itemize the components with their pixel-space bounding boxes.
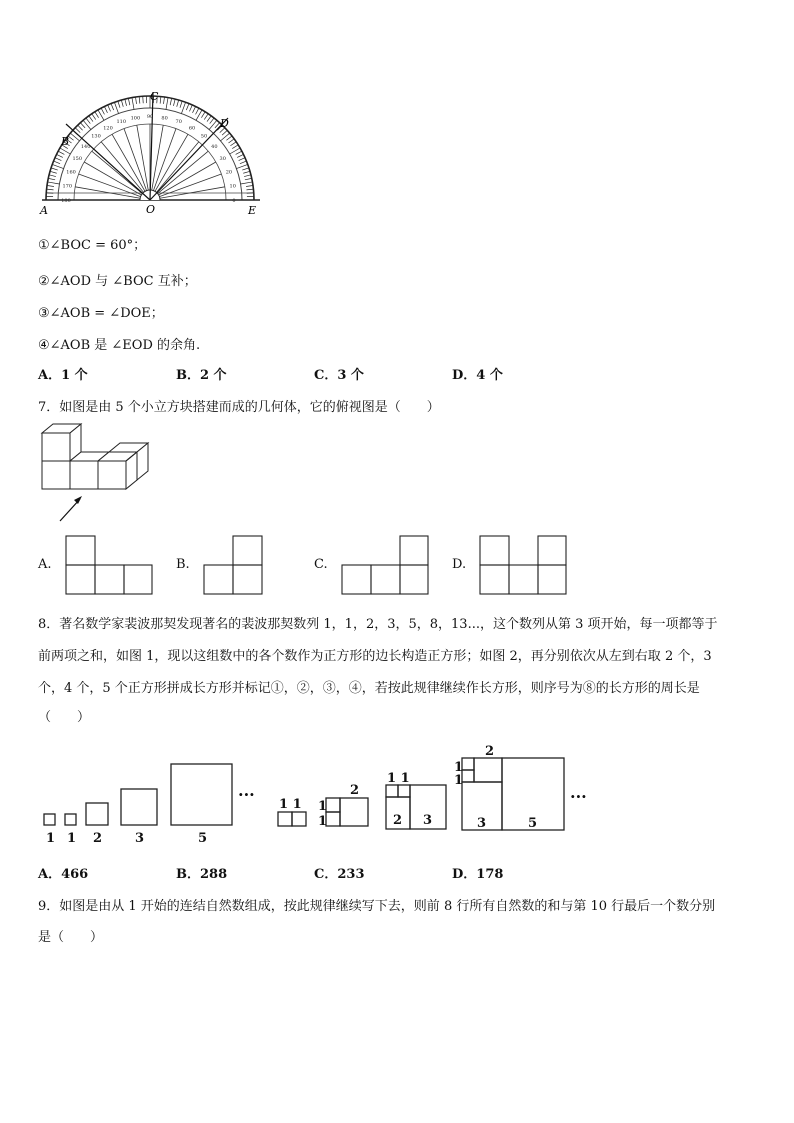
protractor-tick: [139, 97, 140, 104]
fig1-label-5: 5: [198, 831, 208, 846]
q7-option-b-figure: [202, 534, 264, 596]
protractor-tick: [236, 164, 247, 168]
protractor-tick: [239, 158, 245, 161]
fig1-label-3: 2: [93, 831, 103, 846]
protractor-tick: [230, 142, 236, 146]
protractor-tick: [52, 164, 63, 168]
q8-option-a: A．466: [38, 867, 89, 882]
q8-option-d: D．178: [452, 867, 504, 882]
q7-option-a-figure: [64, 534, 154, 596]
protractor-tick: [118, 101, 120, 108]
protractor-scale-label: 60: [188, 125, 196, 132]
protractor-tick: [132, 98, 134, 110]
protractor-tick: [47, 189, 54, 190]
svg-text:1: 1: [454, 760, 464, 775]
q6-option-c: C．3 个: [314, 368, 364, 383]
statement-3: ③∠AOB = ∠DOE；: [38, 306, 164, 321]
label-a: A: [40, 204, 48, 217]
q8-line-4: （ ）: [38, 710, 91, 725]
svg-text:2: 2: [485, 744, 495, 759]
cube-figure: [38, 420, 162, 524]
protractor-tick: [228, 139, 234, 143]
label-d: D: [220, 117, 229, 130]
protractor-scale-label: 130: [91, 133, 101, 140]
svg-text:3: 3: [477, 816, 487, 831]
protractor-tick: [207, 116, 211, 122]
protractor-tick: [243, 171, 250, 173]
protractor-tick: [226, 136, 232, 140]
q8-option-b: B．288: [176, 867, 228, 882]
label-o: O: [146, 203, 156, 216]
protractor-tick: [242, 168, 249, 170]
protractor-scale-label: 150: [72, 156, 83, 162]
protractor-tick: [163, 97, 164, 104]
q9-line-1: 9．如图是由从 1 开始的连结自然数组成，按此规律继续写下去，则前 8 行所有自然数的和与第 10 行最后一个数分别: [38, 899, 716, 914]
q7-option-c-figure: [340, 534, 430, 596]
protractor-figure: [36, 88, 276, 218]
q6-option-a: A．1 个: [38, 368, 88, 383]
protractor-tick: [241, 182, 253, 184]
protractor-scale-label: 80: [161, 115, 168, 122]
protractor-tick: [58, 151, 64, 154]
q9-line-2: 是（ ）: [38, 930, 104, 945]
protractor-tick: [170, 98, 171, 105]
protractor-tick: [49, 175, 56, 177]
protractor-tick: [47, 186, 54, 187]
protractor-tick: [75, 128, 80, 133]
protractor-scale-label: 40: [211, 144, 218, 151]
protractor-tick: [95, 112, 99, 118]
fig1-label-4: 3: [135, 831, 145, 846]
protractor-tick: [80, 123, 85, 128]
protractor-tick: [232, 145, 238, 149]
protractor-scale-label: 110: [116, 119, 127, 126]
protractor-tick: [246, 189, 253, 190]
svg-text:1 1: 1 1: [387, 771, 410, 786]
protractor-tick: [55, 158, 61, 161]
statement-1: ①∠BOC = 60°；: [38, 238, 147, 253]
protractor-tick: [181, 102, 185, 113]
protractor-tick: [236, 151, 242, 154]
protractor-scale-label: 0: [232, 198, 236, 204]
protractor-scale-label: 140: [80, 144, 91, 151]
q7-option-b: B.: [176, 557, 190, 572]
q6-option-d: D．4 个: [452, 368, 503, 383]
svg-text:5: 5: [528, 816, 538, 831]
protractor-tick: [173, 99, 175, 106]
fibonacci-figure-2: [270, 740, 600, 848]
protractor-tick: [220, 133, 229, 141]
protractor-tick: [57, 154, 63, 157]
protractor-scale-label: 10: [229, 183, 236, 190]
q6-option-b: B．2 个: [176, 368, 227, 383]
protractor-scale-label: 20: [225, 169, 233, 176]
protractor-tick: [246, 186, 253, 187]
fig2-ellipsis: ···: [570, 787, 587, 806]
protractor-scale-label: 90: [146, 114, 154, 120]
protractor-tick: [189, 105, 192, 111]
protractor-tick: [54, 161, 60, 164]
protractor-tick: [50, 171, 57, 173]
protractor-scale-label: 70: [175, 119, 182, 126]
q7-option-d: D.: [452, 557, 467, 572]
fig1-label-2: 1: [67, 831, 77, 846]
protractor-scale-label: 100: [130, 115, 141, 122]
protractor-tick: [86, 118, 90, 124]
protractor-tick: [245, 178, 252, 179]
protractor-tick: [204, 114, 208, 120]
svg-text:1 1: 1 1: [279, 797, 302, 812]
svg-text:3: 3: [423, 813, 433, 828]
protractor-tick: [121, 100, 123, 107]
q7-option-c: C.: [314, 557, 328, 572]
protractor-tick: [160, 97, 161, 104]
protractor-tick: [101, 108, 104, 114]
protractor-tick: [48, 182, 60, 184]
protractor-tick: [89, 116, 93, 122]
protractor-tick: [222, 130, 227, 135]
protractor-tick: [240, 161, 246, 164]
q8-line-1: 8．著名数学家裴波那契发现著名的裴波那契数列 1，1，2，3，5，8，13...，这个数列从第 3 项开始，每一项都等于: [38, 617, 718, 632]
protractor-scale-label: 170: [62, 183, 73, 190]
q7-text: 7．如图是由 5 个小立方块搭建而成的几何体，它的俯视图是（ ）: [38, 400, 440, 415]
protractor-tick: [125, 99, 127, 106]
protractor-tick: [48, 178, 55, 179]
protractor-tick: [210, 118, 214, 124]
label-c: C: [150, 90, 159, 103]
svg-text:1: 1: [454, 773, 464, 788]
protractor-scale-label: 120: [103, 125, 113, 132]
svg-text:2: 2: [350, 783, 360, 798]
fig1-ellipsis: ···: [238, 785, 255, 804]
protractor-tick: [166, 98, 168, 110]
q8-line-3: 个，4 个，5 个正方形拼成长方形并标记①，②，③，④，若按此规律继续作长方形，则序号为⑧的长方形的周长是: [38, 681, 700, 696]
q8-line-2: 前两项之和，如图 1，现以这组数中的各个数作为正方形的边长构造正方形；如图 2，再分别依次从左到右取 2 个，3: [38, 649, 712, 664]
protractor-tick: [83, 120, 91, 129]
protractor-scale-label: 30: [219, 156, 226, 162]
protractor-tick: [111, 104, 114, 110]
protractor-scale-label: 180: [61, 198, 71, 204]
protractor-scale-label: 50: [200, 133, 208, 140]
protractor-tick: [177, 100, 179, 107]
protractor-tick: [108, 105, 111, 111]
protractor-tick: [209, 120, 217, 129]
protractor-tick: [128, 98, 129, 105]
protractor-tick: [136, 97, 137, 104]
protractor-tick: [244, 175, 251, 177]
q7-option-a: A.: [38, 557, 52, 572]
protractor-tick: [201, 112, 205, 118]
svg-text:2: 2: [393, 813, 403, 828]
protractor-tick: [186, 104, 189, 110]
protractor-tick: [193, 107, 196, 113]
q8-option-c: C．233: [314, 867, 365, 882]
protractor-tick: [237, 154, 243, 157]
statement-4: ④∠AOB 是 ∠EOD 的余角.: [38, 338, 201, 353]
statement-2: ②∠AOD 与 ∠BOC 互补；: [38, 274, 197, 289]
svg-text:1: 1: [318, 799, 328, 814]
q7-option-d-figure: [478, 534, 568, 596]
label-e: E: [248, 204, 257, 217]
protractor-scale-label: 160: [66, 169, 76, 176]
protractor-tick: [78, 125, 83, 130]
protractor-tick: [92, 114, 96, 120]
svg-text:1: 1: [318, 814, 328, 829]
fig1-label-1: 1: [46, 831, 56, 846]
label-b: B: [61, 135, 70, 148]
protractor-tick: [51, 168, 58, 170]
protractor-tick: [114, 102, 118, 113]
protractor-tick: [196, 108, 199, 114]
protractor-tick: [180, 101, 182, 108]
fibonacci-figure-1: [38, 756, 268, 848]
protractor-tick: [104, 107, 107, 113]
